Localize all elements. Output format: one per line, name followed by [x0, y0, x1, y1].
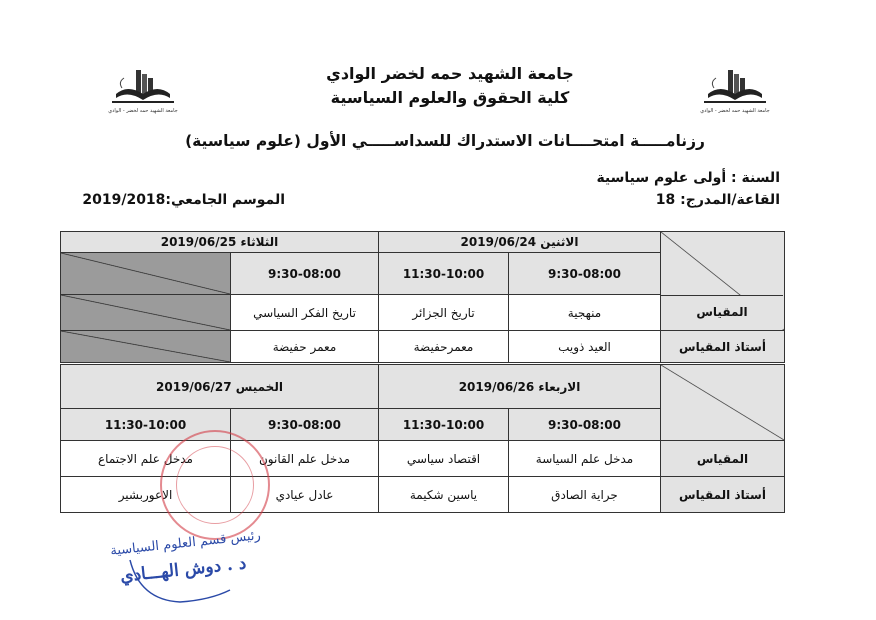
time-slot: 9:30-08:00	[509, 409, 661, 441]
university-logo-icon	[108, 66, 178, 108]
teacher-cell: ياسين شكيمة	[379, 477, 509, 513]
university-logo-left	[108, 66, 178, 114]
faculty-name: كلية الحقوق والعلوم السياسية	[330, 88, 570, 107]
university-name: جامعة الشهيد حمه لخضر الوادي	[326, 64, 574, 83]
module-cell: مدخل علم الاجتماع	[61, 441, 231, 477]
time-slot: 9:30-08:00	[231, 253, 379, 295]
corner-cell	[661, 365, 785, 441]
teacher-cell: عادل عيادي	[231, 477, 379, 513]
signature-scribble	[120, 540, 240, 610]
signature-title: رئيس قسم العلوم السياسية	[109, 528, 262, 559]
day-header-monday: الاثنين 2019/06/24	[379, 232, 661, 253]
day-header-thursday: الخميس 2019/06/27	[61, 365, 379, 409]
logo-caption-right: جامعة الشهيد حمه لخضر - الوادي	[700, 108, 770, 114]
university-logo-right	[700, 66, 770, 114]
teacher-cell: الاعوربشير	[61, 477, 231, 513]
day-header-tuesday: الثلاثاء 2019/06/25	[61, 232, 379, 253]
time-slot: 11:30-10:00	[61, 409, 231, 441]
exam-hall: القاعة/المدرج: 18	[655, 192, 780, 208]
university-logo-icon	[700, 66, 770, 108]
logo-caption-left: جامعة الشهيد حمه لخضر - الوادي	[108, 108, 178, 114]
module-cell: تاريخ الجزائر	[379, 295, 509, 331]
academic-year-level: السنة : أولى علوم سياسية	[596, 170, 780, 186]
empty-slot	[61, 331, 231, 363]
teacher-cell: العيد ذويب	[509, 331, 661, 363]
module-cell: تاريخ الفكر السياسي	[231, 295, 379, 331]
signature-name: د . دوش الهـــادي	[119, 553, 248, 587]
teacher-cell: معمرحفيضة	[379, 331, 509, 363]
teacher-cell: معمر حفيضة	[231, 331, 379, 363]
module-cell: مدخل علم القانون	[231, 441, 379, 477]
row-label-module: المقياس	[661, 441, 785, 477]
time-slot: 11:30-10:00	[379, 253, 509, 295]
teacher-cell: جراية الصادق	[509, 477, 661, 513]
row-label-module: المقياس	[661, 295, 783, 329]
empty-slot	[61, 253, 231, 295]
module-cell: منهجية	[509, 295, 661, 331]
academic-season: الموسم الجامعي:2019/2018	[82, 192, 285, 208]
official-stamp-icon	[160, 430, 270, 540]
module-cell: مدخل علم السياسة	[509, 441, 661, 477]
time-slot: 9:30-08:00	[231, 409, 379, 441]
time-slot: 11:30-10:00	[379, 409, 509, 441]
empty-slot	[61, 295, 231, 331]
module-cell: اقتصاد سياسي	[379, 441, 509, 477]
day-header-wednesday: الاربعاء 2019/06/26	[379, 365, 661, 409]
time-slot: 9:30-08:00	[509, 253, 661, 295]
row-label-teacher: أستاذ المقياس	[661, 331, 785, 363]
schedule-title: رزنامـــــة امتحــــانات الاستدراك للسداســـــي الأول (علوم سياسية)	[185, 132, 705, 150]
stamp-inner-ring	[176, 446, 254, 524]
row-label-teacher: أستاذ المقياس	[661, 477, 785, 513]
